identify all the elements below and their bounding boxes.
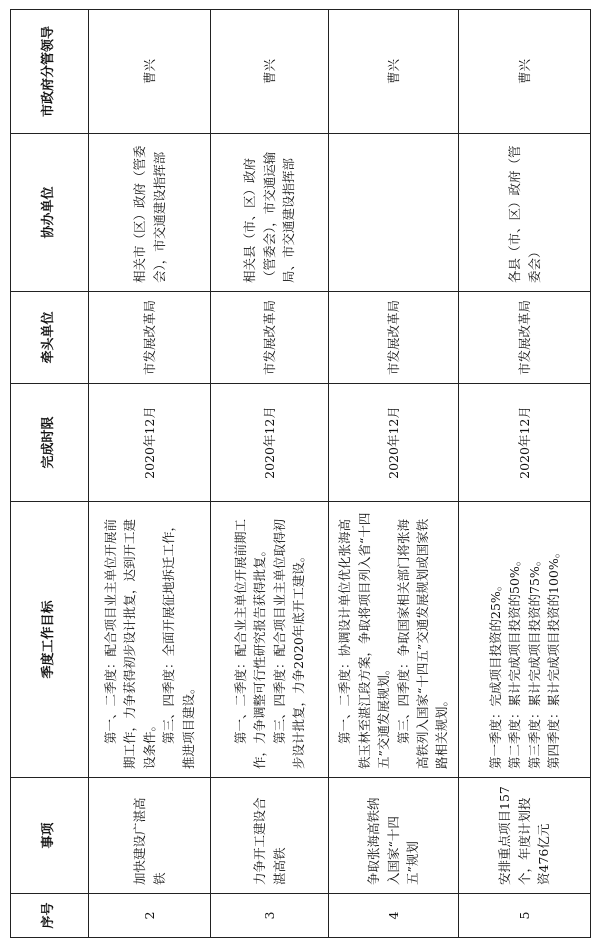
table-row (89, 10, 211, 938)
row-goal (89, 502, 211, 778)
row-seq: 4 (329, 894, 459, 938)
goal-line: 第二季度：累计完成项目投资的50%。 (507, 553, 523, 769)
row-lead: 市发展改革局 (329, 292, 459, 384)
row-deadline: 2020年12月 (211, 384, 329, 502)
header-goal: 季度工作目标 (11, 502, 89, 778)
row-lead: 市发展改革局 (89, 292, 211, 384)
header-assist: 协办单位 (11, 134, 89, 292)
row-seq: 2 (89, 894, 211, 938)
row-deadline: 2020年12月 (89, 384, 211, 502)
goal-line: 第三、四季度：配合项目业主单位取得初步设计批复，力争2020年底开工建设。 (271, 518, 306, 769)
row-goal (211, 502, 329, 778)
row-leader: 曹兴 (89, 10, 211, 134)
header-item: 事项 (11, 778, 89, 894)
goal-line: 第一、二季度：配合业主单位开展前期工作，力争调整可行性研究报告获得批复。 (232, 518, 268, 769)
work-target-table (10, 9, 591, 938)
header-deadline: 完成时限 (11, 384, 89, 502)
row-lead: 市发展改革局 (459, 292, 591, 384)
goal-line: 第三季度：累计完成项目投资的75%。 (526, 553, 542, 769)
row-leader: 曹兴 (211, 10, 329, 134)
row-assist: 各县（市、区）政府（管委会） (459, 134, 591, 292)
row-lead: 市发展改革局 (211, 292, 329, 384)
goal-line: 第一季度：完成项目投资的25%。 (487, 578, 503, 769)
row-item: 加快建设广湛高铁 (89, 778, 211, 894)
goal-line: 第一、二季度：配合项目业主单位开展前期工作，力争获得初步设计批复，达到开工建设条件。 (103, 518, 157, 769)
row-item: 力争开工建设合湛高铁 (211, 778, 329, 894)
goal-line: 第三、四季度：全面开展征地拆迁工作，推进项目建设。 (161, 518, 196, 769)
row-deadline: 2020年12月 (329, 384, 459, 502)
row-seq: 3 (211, 894, 329, 938)
row-deadline: 2020年12月 (459, 384, 591, 502)
row-goal (329, 502, 459, 778)
row-assist: 相关市（区）政府（管委会），市交通建设指挥部 (89, 134, 211, 292)
row-leader: 曹兴 (329, 10, 459, 134)
row-item: 安排重点项目157个，年度计划投资476亿元 (459, 778, 591, 894)
header-lead: 牵头单位 (11, 292, 89, 384)
row-assist: 相关县（市、区）政府（管委会），市交通运输局、市交通建设指挥部 (211, 134, 329, 292)
goal-line: 第四季度：累计完成项目投资的100%。 (545, 545, 561, 769)
header-row (11, 10, 89, 938)
row-leader: 曹兴 (459, 10, 591, 134)
table-row (459, 10, 591, 938)
table-row (211, 10, 329, 938)
row-goal (459, 502, 591, 778)
row-seq: 5 (459, 894, 591, 938)
header-seq: 序号 (11, 894, 89, 938)
goal-line: 第三、四季度：争取国家相关部门将张海高铁列入国家“十四五”交通发展规划或国家铁路相关规划。 (395, 518, 450, 769)
header-leader: 市政府分管领导 (11, 10, 89, 134)
table-row (329, 10, 459, 938)
row-item: 争取张海高铁纳入国家“十四五”规划 (329, 778, 459, 894)
row-assist (329, 134, 459, 292)
goal-line: 第一、二季度：协调设计单位优化张海高铁玉林至湛江段方案，争取将项目列入省“十四五”交通发展规划。 (337, 512, 392, 769)
